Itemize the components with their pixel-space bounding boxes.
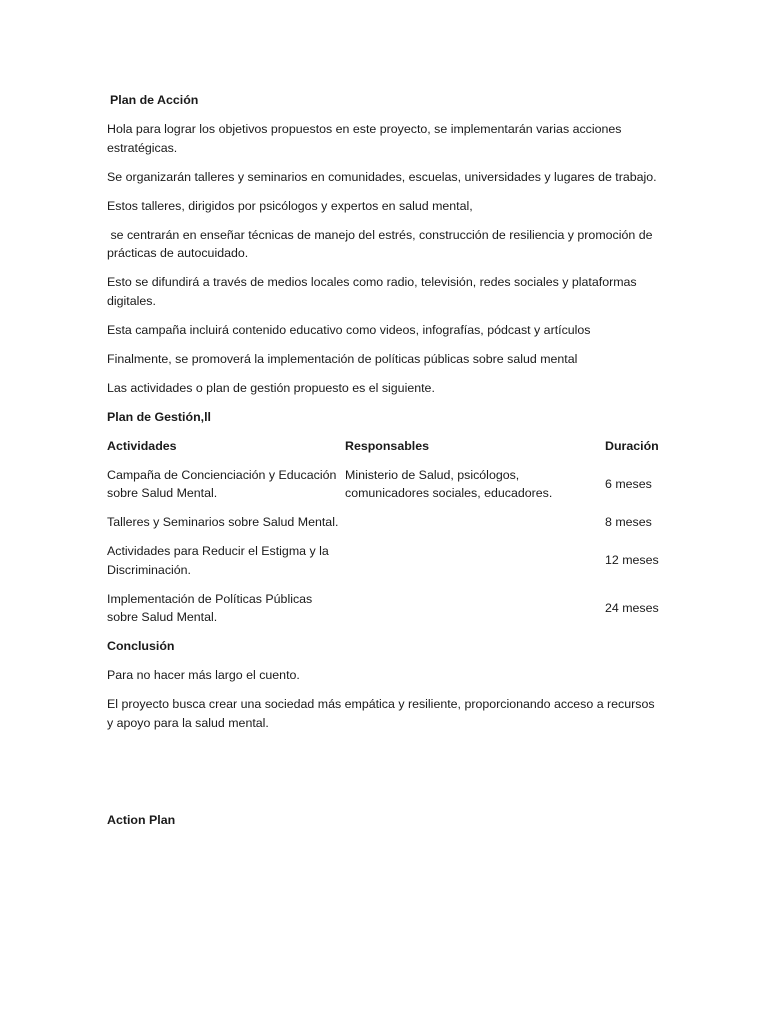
responsible-cell: Ministerio de Salud, psicólogos, comunicadores sociales, educadores. <box>345 467 553 500</box>
header-activities: Actividades <box>107 438 177 453</box>
header-responsibles: Responsables <box>345 438 430 453</box>
paragraph: Las actividades o plan de gestión propuesto es el siguiente. <box>107 380 435 395</box>
paragraph: Finalmente, se promoverá la implementación de políticas públicas sobre salud mental <box>107 351 578 366</box>
activity-cell: Talleres y Seminarios sobre Salud Mental. <box>107 515 339 529</box>
activity-cell: Implementación de Políticas Públicas sobre Salud Mental. <box>107 591 313 624</box>
paragraph: se centrarán en enseñar técnicas de manejo del estrés, construcción de resiliencia y promoción de prácticas de autocuidado. <box>107 227 656 260</box>
conclusion-paragraph: El proyecto busca crear una sociedad más empática y resiliente, proporcionando acceso a recursos y apoyo para la salud mental. <box>107 697 655 730</box>
paragraph: Esto se difundirá a través de medios locales como radio, televisión, redes sociales y plataformas digitales. <box>107 275 637 308</box>
conclusion-paragraph: Para no hacer más largo el cuento. <box>107 668 300 682</box>
table-row <box>107 590 663 627</box>
duration-cell: 8 meses <box>605 515 652 529</box>
paragraph: Esta campaña incluirá contenido educativo como videos, infografías, pódcast y artículos <box>107 322 591 337</box>
management-table <box>107 437 663 627</box>
management-heading: Plan de Gestión,ll <box>107 409 211 424</box>
duration-cell: 24 meses <box>605 600 659 615</box>
table-header-row <box>107 437 663 456</box>
table-row <box>107 466 663 503</box>
table-row <box>107 513 663 532</box>
activity-cell: Campaña de Concienciación y Educación sobre Salud Mental. <box>107 467 337 500</box>
action-plan-heading: Action Plan <box>107 812 176 827</box>
paragraph: Hola para lograr los objetivos propuestos en este proyecto, se implementarán varias acciones estratégicas. <box>107 122 622 155</box>
document-page <box>107 91 663 840</box>
blank-space <box>107 743 663 811</box>
paragraph: Se organizarán talleres y seminarios en comunidades, escuelas, universidades y lugares de trabajo. <box>107 169 657 184</box>
duration-cell: 12 meses <box>605 553 659 568</box>
header-duration: Duración <box>605 438 659 453</box>
document-title: Plan de Acción <box>110 93 199 107</box>
table-row <box>107 542 663 579</box>
paragraph: Estos talleres, dirigidos por psicólogos y expertos en salud mental, <box>107 198 473 213</box>
duration-cell: 6 meses <box>605 476 652 491</box>
activity-cell: Actividades para Reducir el Estigma y la Discriminación. <box>107 544 329 577</box>
conclusion-heading: Conclusión <box>107 639 175 653</box>
